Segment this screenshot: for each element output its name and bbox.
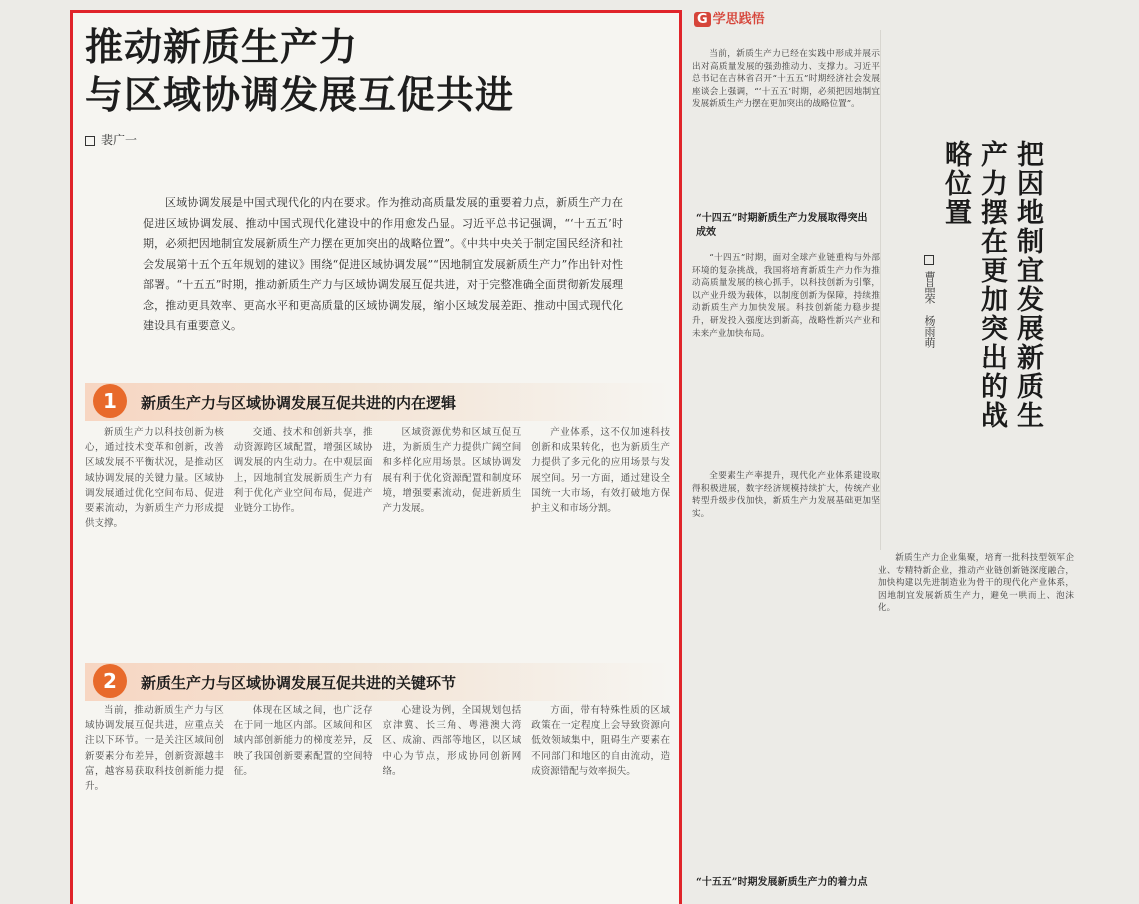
section-2-paragraph: 心建设为例，全国规划包括京津冀、长三角、粤港澳大湾区、成渝、西部等地区，以区域中心为节点，形成协同创新网络。 xyxy=(382,705,522,777)
byline-box-icon xyxy=(85,136,95,146)
right-paragraph: 新质生产力企业集聚，培育一批科技型领军企业、专精特新企业，推动产业链创新链深度融合，加快构建以先进制造业为骨干的现代化产业体系，因地制宜发展新质生产力，避免一哄而上、泡沫化。 xyxy=(878,553,1074,614)
right-paragraph: “十四五”时期，面对全球产业链重构与外部环境的复杂挑战，我国将培育新质生产力作为推动高质量发展的核心抓手，以科技创新为引擎，以产业升级为载体，以制度创新为保障，持续推动新质生产力加快发展。科技创新能力稳步提升，研发投入强度达到新高，战略性新兴产业和未来产业加快布局。 xyxy=(692,253,880,339)
section-2-number-badge: 2 xyxy=(93,664,127,698)
right-subheading-2: “十五五”时期发展新质生产力的着力点 xyxy=(696,877,868,888)
article-headline xyxy=(85,23,514,119)
section-tag-label: 学思践悟 xyxy=(712,12,765,27)
right-paragraph: 全要素生产率提升，现代化产业体系建设取得积极进展，数字经济规模持续扩大，传统产业转型升级步伐加快，新质生产力发展基础更加坚实。 xyxy=(692,471,880,519)
section-1-paragraph: 新质生产力以科技创新为核心，通过技术变革和创新，改善区域发展不平衡状况，是推动区域协调发展的关键力量。区域协调发展通过优化空间布局、促进要素流动，为新质生产力形成提供支撑。 xyxy=(85,427,224,530)
section-1-header xyxy=(85,383,670,421)
section-1-paragraph: 区域资源优势和区域互促互进，为新质生产力提供广阔空间和多样化应用场景。区域协调发展有利于优化资源配置和制度环境，增强要素流动，促进新质生产力发展。 xyxy=(382,427,522,515)
section-1-title: 新质生产力与区域协调发展互促共进的内在逻辑 xyxy=(141,394,457,412)
section-2-column-3 xyxy=(383,703,522,903)
section-1-paragraph: 产业体系，这不仅加速科技创新和成果转化，也为新质生产力提供了多元化的应用场景与发展空间。另一方面，通过建设全国统一大市场，有效打破地方保护主义和市场分割。 xyxy=(531,427,670,515)
section-2-paragraph: 方面，带有特殊性质的区域政策在一定程度上会导致资源向低效领域集中，阻碍生产要素在不同部门和地区的自由流动，造成资源错配与效率损失。 xyxy=(531,705,670,777)
author-name: 裴广一 xyxy=(101,133,138,147)
vertical-byline xyxy=(918,255,940,348)
section-2-title: 新质生产力与区域协调发展互促共进的关键环节 xyxy=(141,674,457,692)
section-2-paragraph: 体现在区域之间，也广泛存在于同一地区内部。区域间和区域内部创新能力的梯度差异，反映了我国创新要素配置的空间特征。 xyxy=(233,705,373,777)
right-intro-paragraph: 当前，新质生产力已经在实践中形成并展示出对高质量发展的强劲推动力、支撑力。习近平总书记在吉林省召开“十五五”时期经济社会发展座谈会上强调，“‘十五五’时期，必须把因地制宜发展新质生产力摆在更加突出的战略位置”。 xyxy=(692,49,880,110)
article-abstract: 区域协调发展是中国式现代化的内在要求。作为推动高质量发展的重要着力点，新质生产力在促进区域协调发展、推动中国式现代化建设中的作用愈发凸显。习近平总书记强调，“‘十五五’时期，必须把因地制宜发展新质生产力摆在更加突出的战略位置”。《中共中央关于制定国民经济和社会发展第十五个五年规划的建议》围绕“促进区域协调发展”“因地制宜发展新质生产力”作出针对性部署。“十五五”时期，推动新质生产力与区域协调发展互促共进，对于完整准确全面贯彻新发展理念，推动更具效率、更高水平和更高质量的区域协调发展，缩小区域发展差距、推动中国式现代化建设具有重要意义。 xyxy=(143,196,623,332)
vertical-authors: 曹晶荣 杨雨萌 xyxy=(923,271,936,348)
section-2-column-2 xyxy=(234,703,373,903)
right-subheading-1: “十四五”时期新质生产力发展取得突出成效 xyxy=(696,213,868,238)
column-divider xyxy=(880,30,881,550)
adjacent-page xyxy=(682,0,1139,904)
vertical-article-title: 把因地制宜发展新质生产力摆在更加突出的战略位置 xyxy=(940,140,1043,430)
section-2-header xyxy=(85,663,670,701)
section-2-body xyxy=(85,703,670,903)
section-1-column-4 xyxy=(531,425,670,653)
right-body-3 xyxy=(878,552,1074,615)
right-intro xyxy=(692,48,880,111)
section-1-body xyxy=(85,425,670,653)
right-body-2 xyxy=(692,470,880,520)
headline-line-2: 与区域协调发展互促共进 xyxy=(85,73,515,117)
section-1-number-badge: 1 xyxy=(93,384,127,418)
section-1-column-1 xyxy=(85,425,224,653)
section-tag xyxy=(694,8,765,27)
section-1-paragraph: 交通、技术和创新共享，推动资源跨区域配置，增强区域协调发展的内生动力。在中观层面上，因地制宜发展新质生产力有利于优化产业空间布局，促进产业链分工协作。 xyxy=(233,427,373,515)
byline-box-icon xyxy=(924,255,934,265)
headline-line-1: 推动新质生产力 xyxy=(85,25,359,69)
section-2-column-4 xyxy=(531,703,670,903)
section-2-paragraph: 当前，推动新质生产力与区域协调发展互促共进，应重点关注以下环节。一是关注区域间创新要素分布差异，创新资源越丰富，越容易获取科技创新能力提升。 xyxy=(85,705,224,793)
article-page xyxy=(70,10,682,904)
section-tag-logo-icon: G xyxy=(694,12,711,27)
author-byline xyxy=(85,131,137,148)
section-2-column-1 xyxy=(85,703,224,903)
section-1-column-2 xyxy=(234,425,373,653)
section-1-column-3 xyxy=(383,425,522,653)
right-body-1 xyxy=(692,252,880,340)
